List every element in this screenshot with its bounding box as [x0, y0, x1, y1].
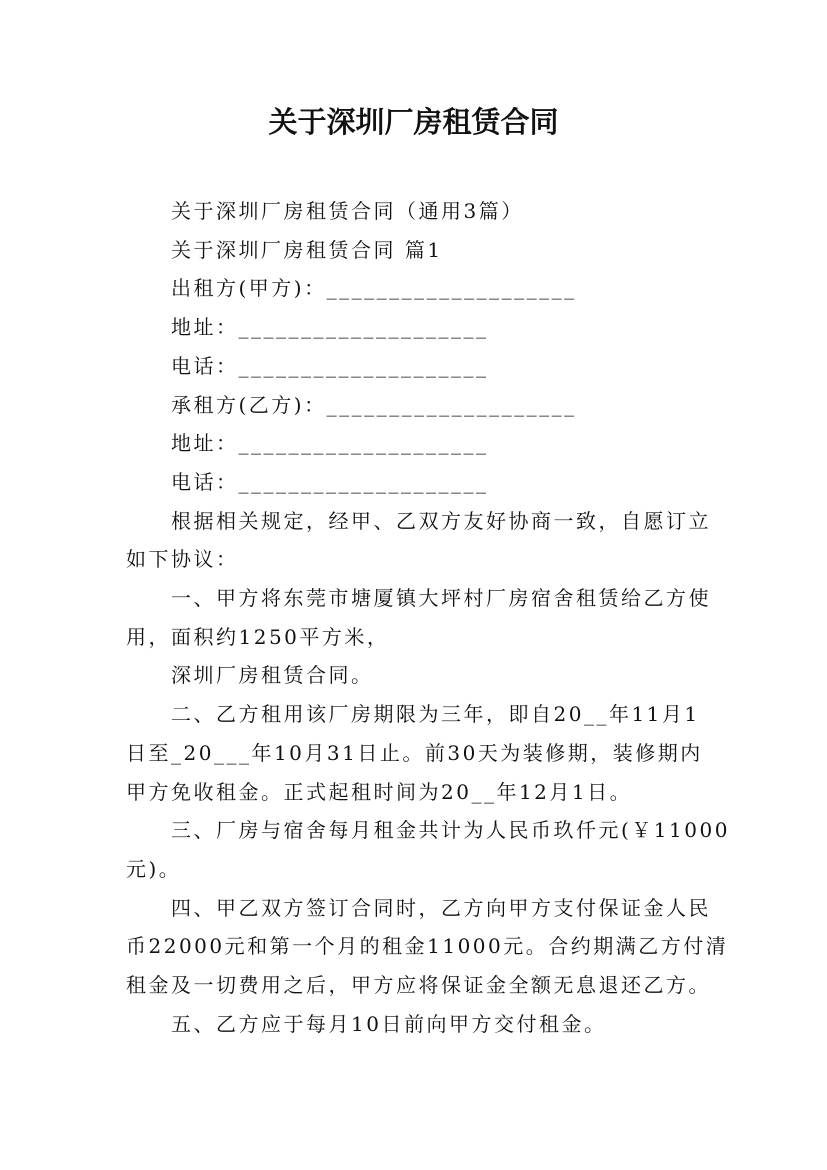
lessor-line: 出租方(甲方)：____________________ [171, 276, 577, 301]
paragraph-line: 一、甲方将东莞市塘厦镇大坪村厂房宿舍租赁给乙方使 [171, 586, 711, 611]
paragraph-line: 四、甲乙双方签订合同时，乙方向甲方支付保证金人民 [171, 895, 711, 920]
paragraph-line: 甲方免收租金。正式起租时间为20__年12月1日。 [126, 779, 633, 804]
lessor-phone-line: 电话：____________________ [171, 353, 489, 378]
paragraph-line: 日至_20___年10月31日止。前30天为装修期，装修期内 [126, 740, 703, 765]
subtitle-line: 关于深圳厂房租赁合同（通用3篇） [171, 199, 524, 223]
lessee-line: 承租方(乙方)：____________________ [171, 392, 577, 417]
paragraph-line: 如下协议： [126, 547, 239, 572]
document-body [126, 192, 730, 1043]
lessee-phone-line: 电话：____________________ [171, 469, 489, 494]
lessee-address-line: 地址：____________________ [171, 431, 489, 456]
paragraph-line: 币22000元和第一个月的租金11000元。合约期满乙方付清 [126, 934, 729, 959]
paragraph-line: 元)。 [126, 856, 182, 881]
paragraph-line: 根据相关规定，经甲、乙双方友好协商一致，自愿订立 [171, 508, 711, 533]
paragraph-line: 深圳厂房租赁合同。 [171, 663, 374, 688]
section-heading: 关于深圳厂房租赁合同 篇1 [171, 237, 443, 262]
paragraph-line: 二、乙方租用该厂房期限为三年，即自20__年11月1 [171, 702, 700, 727]
paragraph-line: 用，面积约1250平方米， [126, 624, 390, 649]
document-title: 关于深圳厂房租赁合同 [268, 105, 559, 139]
paragraph-line: 租金及一切费用之后，甲方应将保证金全额无息退还乙方。 [126, 973, 711, 998]
lessor-address-line: 地址：____________________ [171, 315, 489, 340]
paragraph-line: 五、乙方应于每月10日前向甲方交付租金。 [171, 1011, 607, 1036]
paragraph-line: 三、厂房与宿舍每月租金共计为人民币玖仟元(￥11000 [171, 818, 730, 843]
